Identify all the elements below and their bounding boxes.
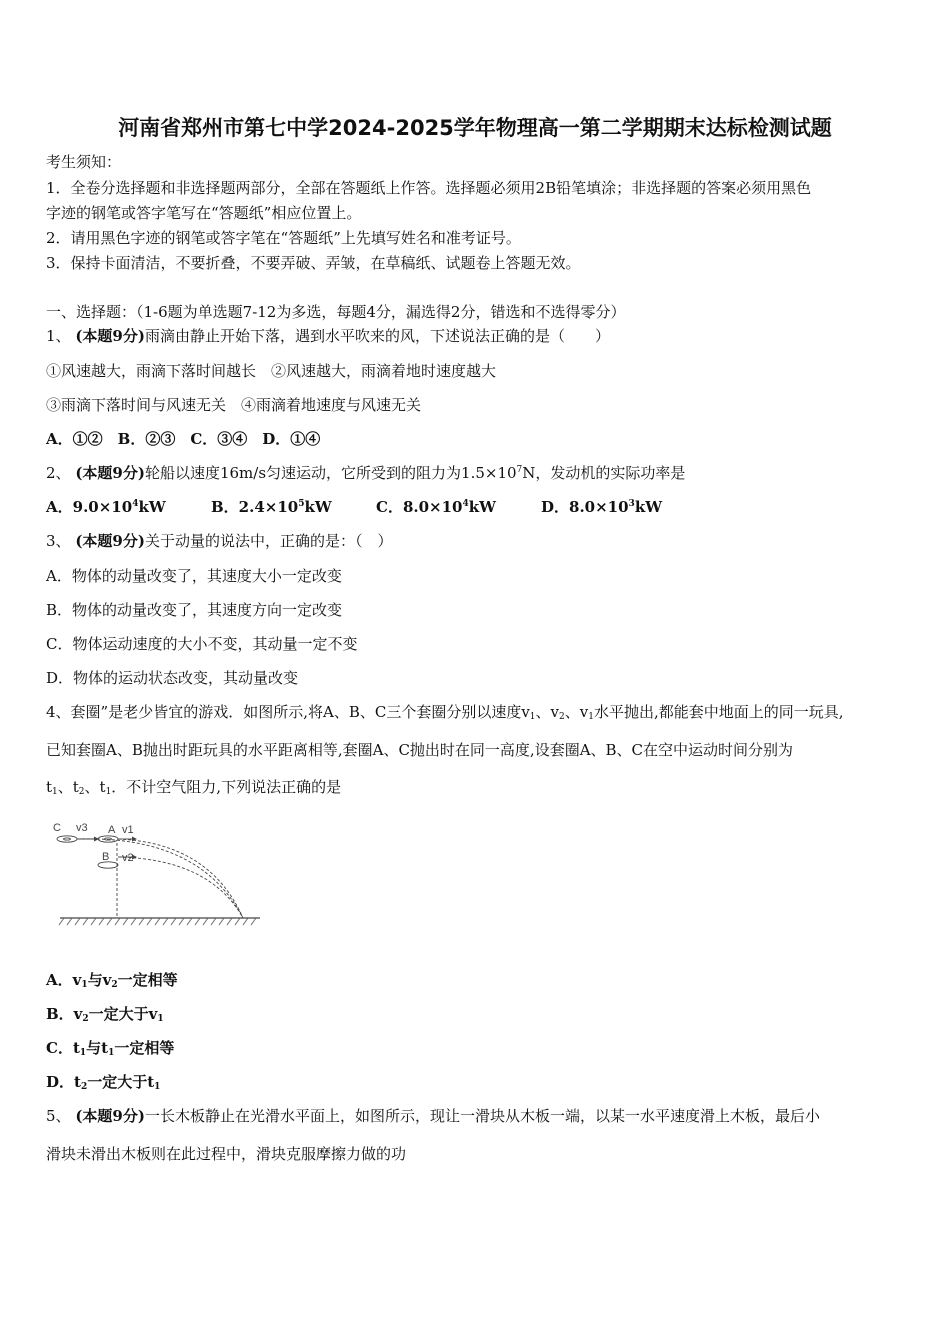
question-5-line-1 (46, 1106, 820, 1126)
option-d-exp: 3 (628, 499, 635, 509)
subscript: 1 (81, 980, 88, 990)
question-number: 2、 (46, 464, 71, 482)
subscript: 2 (82, 1014, 89, 1024)
question-2-options (46, 497, 662, 517)
label-b: B (102, 851, 110, 863)
notice-item-3: 3．保持卡面清洁，不要折叠，不要弄破、弄皱，在草稿纸、试题卷上答题无效。 (46, 254, 581, 272)
subscript: 2 (78, 787, 85, 797)
question-text: 轮船以速度16m/s匀速运动，它所受到的阻力为1.5×10 (144, 464, 517, 482)
question-points: (本题9分) (75, 532, 145, 550)
question-points: (本题9分) (75, 327, 145, 345)
option-b-text: B．2.4×10 (211, 498, 299, 516)
question-points: (本题9分) (75, 464, 145, 482)
question-4-option-d (46, 1072, 160, 1092)
question-4-line-3 (46, 777, 341, 797)
text: 与t (86, 1039, 109, 1057)
trajectory-a (118, 839, 243, 918)
label-v3: v3 (76, 822, 88, 834)
question-4-line-1 (46, 702, 844, 722)
page-title: 河南省郑州市第七中学2024-2025学年物理高一第二学期期末达标检测试题 (118, 116, 832, 140)
question-3-option-a: A．物体的动量改变了，其速度大小一定改变 (46, 567, 342, 585)
question-number: 5、 (46, 1107, 71, 1125)
subscript: 1 (79, 1048, 87, 1058)
question-text: 一长木板静止在光滑水平面上，如图所示，现让一滑块从木板一端，以某一水平速度滑上木板，最后小 (144, 1107, 820, 1125)
subscript: 1 (588, 712, 594, 722)
text: 、t (84, 778, 106, 796)
ring-c-inner (64, 838, 71, 840)
text: 与v (87, 971, 112, 989)
subscript: 2 (111, 980, 118, 990)
question-3-stem (46, 531, 392, 551)
text: 一定大于v (88, 1005, 158, 1023)
label-c: C (53, 822, 61, 834)
question-1-statements-2: ③雨滴下落时间与风速无关 ④雨滴着地速度与风速无关 (46, 396, 422, 414)
question-text: 关于动量的说法中，正确的是：（ ） (144, 532, 393, 550)
notice-heading: 考生须知： (46, 153, 122, 171)
question-4-option-c (46, 1038, 174, 1058)
option-b (211, 497, 376, 517)
question-4-option-b (46, 1004, 164, 1024)
option-d-text: D．8.0×10 (541, 498, 629, 516)
option-c (376, 497, 541, 517)
option-b-exp: 5 (298, 499, 305, 509)
notice-item-1-cont: 字迹的钢笔或答字笔写在“答题纸”相应位置上。 (46, 204, 362, 222)
question-1-options: A．①② B．②③ C．③④ D．①④ (46, 430, 321, 448)
text: A．v (46, 971, 82, 989)
text: 、v (564, 703, 589, 721)
text: 一定大于t (87, 1073, 155, 1091)
question-1-stem (46, 326, 610, 346)
option-a-exp: 4 (132, 499, 139, 509)
subscript: 1 (529, 712, 536, 722)
option-a (46, 497, 211, 517)
text: 一定相等 (117, 971, 178, 989)
trajectory-b (118, 857, 243, 918)
ring-a (98, 836, 118, 842)
option-b-unit: kW (304, 498, 332, 516)
label-a: A (108, 824, 116, 836)
question-number: 1、 (46, 327, 71, 345)
option-a-unit: kW (138, 498, 166, 516)
question-number: 3、 (46, 532, 71, 550)
label-v1: v1 (122, 824, 134, 836)
text: 、v (535, 703, 560, 721)
ring-toss-figure (50, 815, 265, 930)
question-3-option-b: B．物体的动量改变了，其速度方向一定改变 (46, 601, 343, 619)
text: D．t (46, 1073, 81, 1091)
text: t (46, 778, 53, 796)
notice-item-2: 2．请用黑色字迹的钢笔或答字笔在“答题纸”上先填写姓名和准考证号。 (46, 229, 521, 247)
question-4-line-2: 已知套圈A、B抛出时距玩具的水平距离相等,套圈A、C抛出时在同一高度,设套圈A、B、C在空中运动时间分别为 (46, 741, 794, 759)
subscript: 1 (157, 1014, 164, 1024)
exponent: 7 (516, 465, 523, 475)
question-5-line-2: 滑块未滑出木板则在此过程中，滑块克服摩擦力做的功 (46, 1145, 407, 1163)
option-c-exp: 4 (462, 499, 469, 509)
ground-hatch (59, 918, 256, 925)
subscript: 1 (108, 1048, 115, 1058)
question-text-cont: N，发动机的实际功率是 (522, 464, 686, 482)
subscript: 2 (559, 712, 565, 722)
option-d (541, 497, 662, 517)
question-text: 雨滴由静止开始下落，遇到水平吹来的风，下述说法正确的是（ ） (144, 327, 610, 345)
text: 一定相等 (114, 1039, 175, 1057)
option-c-unit: kW (468, 498, 496, 516)
question-4-option-a (46, 970, 178, 990)
subscript: 1 (154, 1082, 161, 1092)
text: 、t (57, 778, 79, 796)
arrowhead-v3 (94, 837, 99, 842)
question-1-statements-1: ①风速越大，雨滴下落时间越长 ②风速越大，雨滴着地时速度越大 (46, 362, 497, 380)
section-heading: 一、选择题：（1-6题为单选题7-12为多选，每题4分，漏选得2分，错选和不选得零分） (46, 303, 626, 321)
question-2-stem (46, 463, 685, 483)
text: 水平抛出,都能套中地面上的同一玩具, (593, 703, 844, 721)
label-v2: v2 (122, 852, 134, 864)
question-3-option-c: C．物体运动速度的大小不变，其动量一定不变 (46, 635, 358, 653)
text: B．v (46, 1005, 83, 1023)
text: ．不计空气阻力,下列说法正确的是 (111, 778, 342, 796)
option-c-text: C．8.0×10 (376, 498, 463, 516)
text: 4、套圈”是老少皆宜的游戏．如图所示,将A、B、C三个套圈分别以速度v (46, 703, 530, 721)
ring-c (57, 836, 77, 842)
subscript: 1 (52, 787, 58, 797)
question-points: (本题9分) (75, 1107, 145, 1125)
notice-item-1: 1．全卷分选择题和非选择题两部分，全部在答题纸上作答。选择题必须用2B铅笔填涂；非选择题的答案必须用黑色 (46, 179, 812, 197)
text: C．t (46, 1039, 80, 1057)
option-a-text: A．9.0×10 (46, 498, 133, 516)
subscript: 1 (105, 787, 112, 797)
option-d-unit: kW (634, 498, 663, 516)
question-3-option-d: D．物体的运动状态改变，其动量改变 (46, 669, 299, 687)
subscript: 2 (80, 1082, 88, 1092)
